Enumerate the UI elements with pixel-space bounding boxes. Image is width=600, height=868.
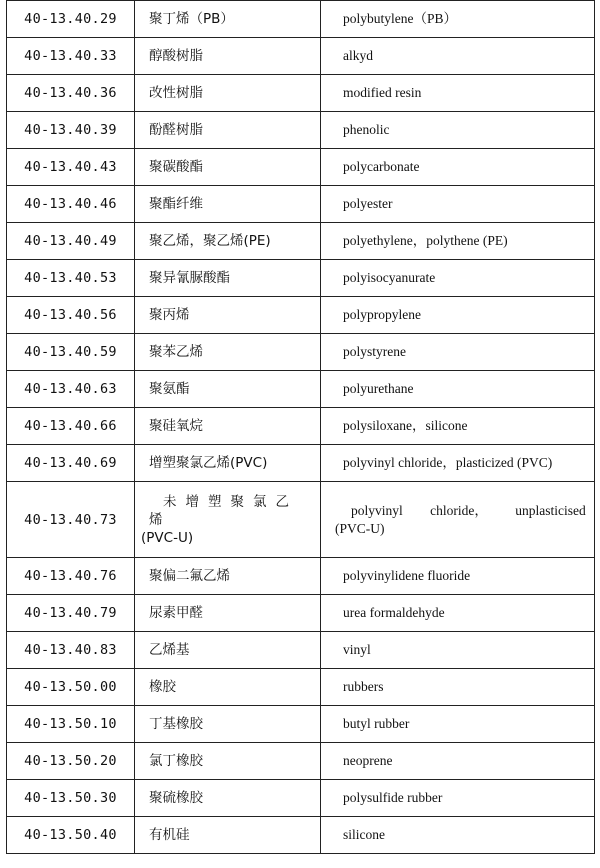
term-english: modified resin — [321, 75, 595, 112]
term-chinese: 丁基橡胶 — [135, 706, 321, 743]
term-chinese-line-1: 未增塑聚氯乙烯 — [149, 493, 298, 528]
term-chinese: 聚硅氧烷 — [135, 408, 321, 445]
term-english: polyethylene，polythene (PE) — [321, 223, 595, 260]
term-code: 40-13.50.10 — [7, 706, 135, 743]
term-code: 40-13.40.83 — [7, 632, 135, 669]
term-chinese: 聚苯乙烯 — [135, 334, 321, 371]
term-code: 40-13.40.39 — [7, 112, 135, 149]
table-row — [7, 38, 595, 75]
term-english: polysiloxane，silicone — [321, 408, 595, 445]
table-row — [7, 743, 595, 780]
term-chinese: 橡胶 — [135, 669, 321, 706]
term-chinese: 增塑聚氯乙烯(PVC) — [135, 445, 321, 482]
table-row — [7, 223, 595, 260]
term-english: vinyl — [321, 632, 595, 669]
term-chinese — [135, 482, 321, 558]
term-code: 40-13.40.66 — [7, 408, 135, 445]
table-row — [7, 706, 595, 743]
table-row — [7, 780, 595, 817]
term-chinese: 聚丁烯（PB） — [135, 1, 321, 38]
term-code: 40-13.40.43 — [7, 149, 135, 186]
term-chinese: 氯丁橡胶 — [135, 743, 321, 780]
table-row — [7, 260, 595, 297]
term-english: butyl rubber — [321, 706, 595, 743]
term-chinese: 乙烯基 — [135, 632, 321, 669]
term-chinese: 聚氨酯 — [135, 371, 321, 408]
term-code: 40-13.40.53 — [7, 260, 135, 297]
term-chinese: 尿素甲醛 — [135, 595, 321, 632]
table-row — [7, 558, 595, 595]
term-code: 40-13.40.49 — [7, 223, 135, 260]
table-row — [7, 482, 595, 558]
term-english: polybutylene（PB） — [321, 1, 595, 38]
term-chinese: 聚酯纤维 — [135, 186, 321, 223]
term-code: 40-13.50.30 — [7, 780, 135, 817]
term-code: 40-13.40.56 — [7, 297, 135, 334]
term-chinese: 醇酸树脂 — [135, 38, 321, 75]
term-chinese: 聚硫橡胶 — [135, 780, 321, 817]
term-chinese: 聚乙烯，聚乙烯(PE) — [135, 223, 321, 260]
term-english-line-1: polyvinyl chloride， unplasticised — [351, 502, 586, 518]
term-chinese: 聚丙烯 — [135, 297, 321, 334]
table-row — [7, 595, 595, 632]
table-row — [7, 149, 595, 186]
term-code: 40-13.40.76 — [7, 558, 135, 595]
term-code: 40-13.40.29 — [7, 1, 135, 38]
term-code: 40-13.50.00 — [7, 669, 135, 706]
term-chinese: 酚醛树脂 — [135, 112, 321, 149]
term-code: 40-13.50.40 — [7, 817, 135, 854]
table-row — [7, 112, 595, 149]
term-english: phenolic — [321, 112, 595, 149]
table-row — [7, 817, 595, 854]
term-english: polyurethane — [321, 371, 595, 408]
table-row — [7, 297, 595, 334]
table-row — [7, 408, 595, 445]
term-english: polysulfide rubber — [321, 780, 595, 817]
term-chinese: 有机硅 — [135, 817, 321, 854]
term-english: neoprene — [321, 743, 595, 780]
table-row — [7, 186, 595, 223]
term-code: 40-13.40.63 — [7, 371, 135, 408]
term-chinese-line-2: (PVC-U) — [141, 529, 194, 546]
term-english: urea formaldehyde — [321, 595, 595, 632]
document-page — [6, 0, 594, 854]
table-row — [7, 1, 595, 38]
terminology-table — [6, 0, 595, 854]
term-english — [321, 482, 595, 558]
term-code: 40-13.40.59 — [7, 334, 135, 371]
term-english: polystyrene — [321, 334, 595, 371]
table-row — [7, 75, 595, 112]
term-code: 40-13.40.36 — [7, 75, 135, 112]
term-english: polyisocyanurate — [321, 260, 595, 297]
table-row — [7, 632, 595, 669]
term-english: polycarbonate — [321, 149, 595, 186]
term-code: 40-13.50.20 — [7, 743, 135, 780]
term-english: silicone — [321, 817, 595, 854]
table-row — [7, 445, 595, 482]
term-english: alkyd — [321, 38, 595, 75]
term-chinese: 聚异氰脲酸酯 — [135, 260, 321, 297]
table-row — [7, 669, 595, 706]
term-code: 40-13.40.69 — [7, 445, 135, 482]
term-chinese: 聚碳酸酯 — [135, 149, 321, 186]
table-row — [7, 334, 595, 371]
term-english-line-2: (PVC-U) — [335, 520, 385, 536]
term-chinese: 改性树脂 — [135, 75, 321, 112]
term-chinese: 聚偏二氟乙烯 — [135, 558, 321, 595]
term-code: 40-13.40.33 — [7, 38, 135, 75]
term-english: polyester — [321, 186, 595, 223]
term-code: 40-13.40.46 — [7, 186, 135, 223]
term-code: 40-13.40.73 — [7, 482, 135, 558]
term-english: polyvinylidene fluoride — [321, 558, 595, 595]
table-row — [7, 371, 595, 408]
term-english: polypropylene — [321, 297, 595, 334]
term-english: rubbers — [321, 669, 595, 706]
term-code: 40-13.40.79 — [7, 595, 135, 632]
term-english: polyvinyl chloride，plasticized (PVC) — [321, 445, 595, 482]
